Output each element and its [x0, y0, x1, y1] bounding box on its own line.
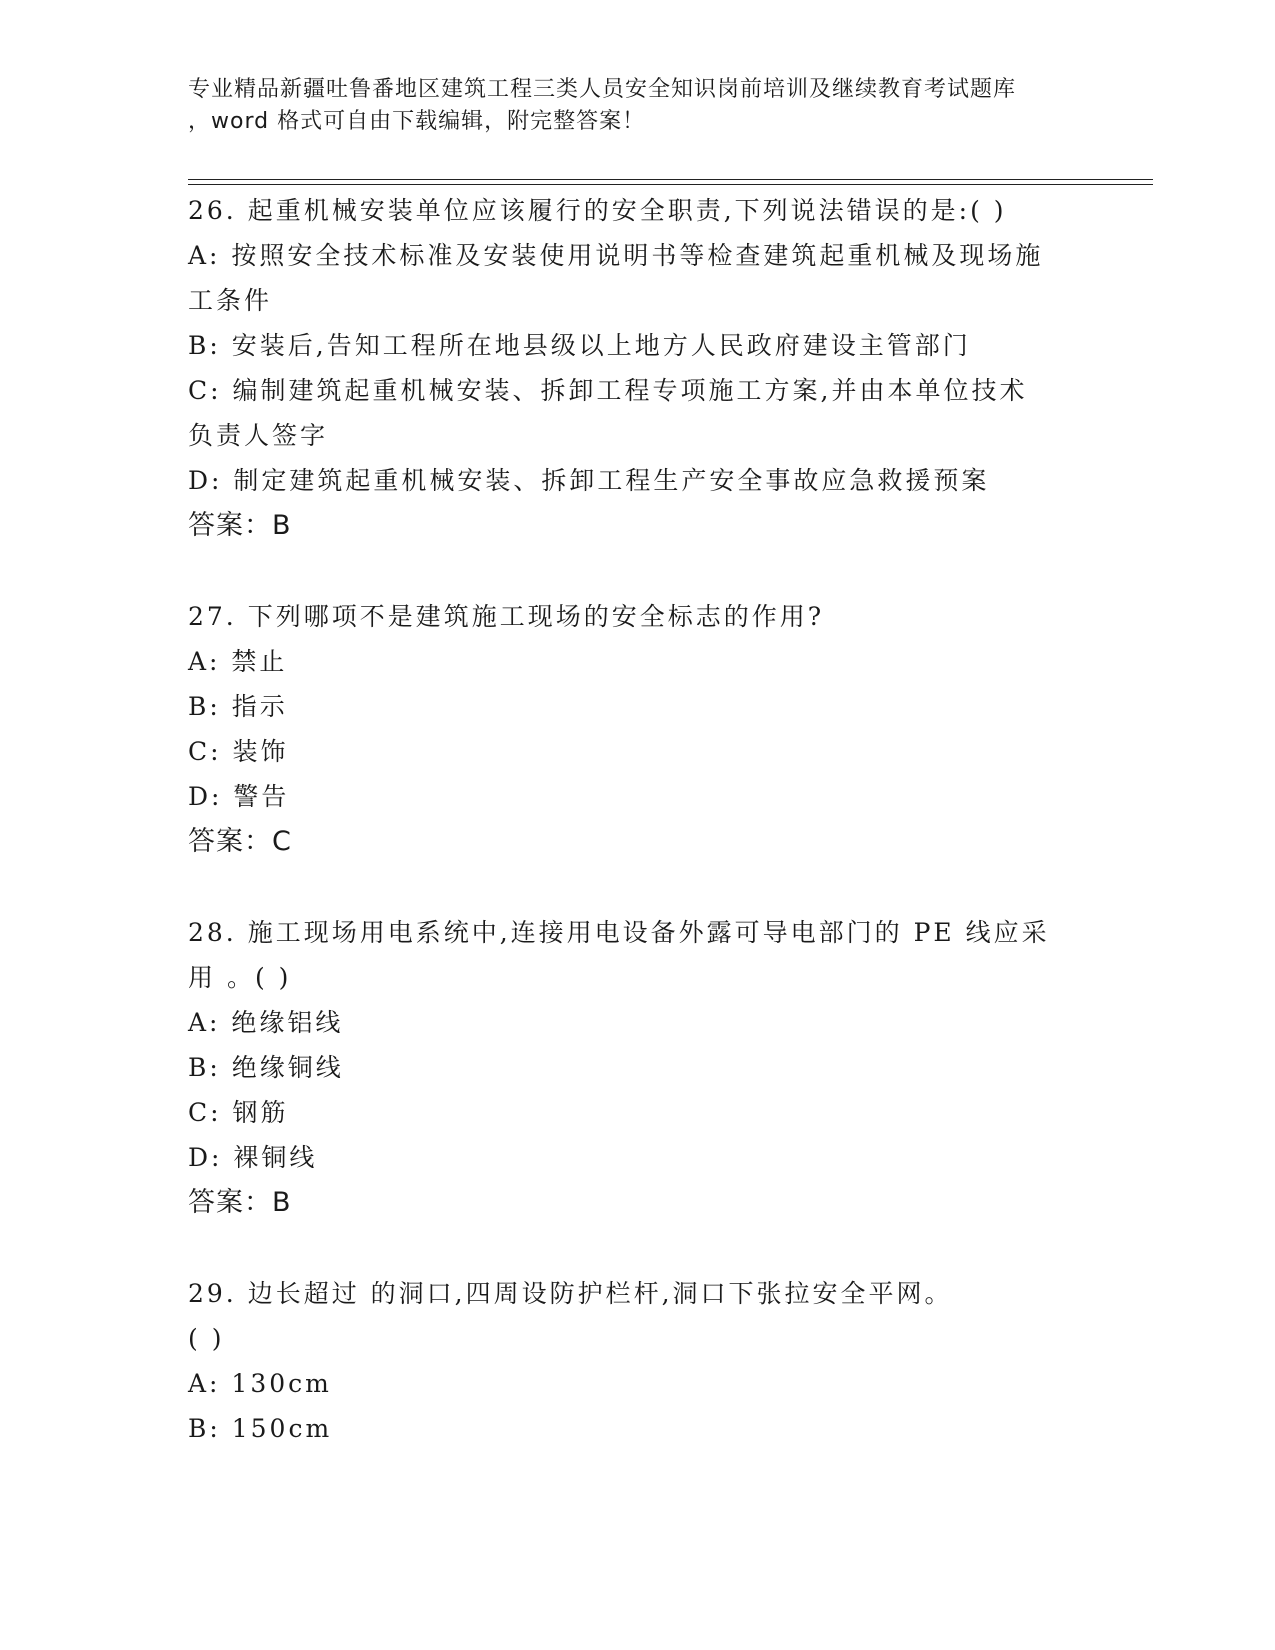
- answer-line: 答案：C: [188, 826, 292, 857]
- question-29: [188, 1271, 1088, 1451]
- option-c-continued: 负责人签字: [188, 421, 329, 450]
- question-stem-continued: ( ): [188, 1324, 225, 1353]
- header-divider-bottom: [188, 184, 1153, 185]
- option-b: B: 绝缘铜线: [188, 1053, 344, 1082]
- option-c: C: 钢筋: [188, 1098, 289, 1127]
- answer-line: 答案：B: [188, 510, 292, 541]
- answer-line: 答案：B: [188, 1187, 292, 1218]
- option-a: A: 绝缘铝线: [188, 1008, 344, 1037]
- option-c: C: 装饰: [188, 737, 289, 766]
- document-header: [188, 74, 1088, 138]
- option-c: C: 编制建筑起重机械安装、拆卸工程专项施工方案,并由本单位技术: [188, 376, 1028, 405]
- question-stem: 28. 施工现场用电系统中,连接用电设备外露可导电部门的 PE 线应采: [188, 918, 1050, 947]
- question-28: [188, 910, 1088, 1225]
- option-d: D: 裸铜线: [188, 1143, 318, 1172]
- header-title-line-1: 专业精品新疆吐鲁番地区建筑工程三类人员安全知识岗前培训及继续教育考试题库: [188, 77, 1017, 102]
- option-d: D: 制定建筑起重机械安装、拆卸工程生产安全事故应急救援预案: [188, 466, 990, 495]
- question-list: [188, 188, 1088, 1497]
- option-d: D: 警告: [188, 782, 290, 811]
- option-a: A: 130cm: [188, 1369, 332, 1398]
- option-a-continued: 工条件: [188, 286, 273, 315]
- option-a: A: 按照安全技术标准及安装使用说明书等检查建筑起重机械及现场施: [188, 241, 1044, 270]
- option-b: B: 安装后,告知工程所在地县级以上地方人民政府建设主管部门: [188, 331, 971, 360]
- question-stem-continued: 用 。( ): [188, 963, 292, 992]
- option-b: B: 指示: [188, 692, 288, 721]
- question-26: [188, 188, 1088, 548]
- header-divider-top: [188, 179, 1153, 180]
- question-stem: 29. 边长超过 的洞口,四周设防护栏杆,洞口下张拉安全平网。: [188, 1279, 953, 1308]
- option-a: A: 禁止: [188, 647, 288, 676]
- question-stem: 27. 下列哪项不是建筑施工现场的安全标志的作用?: [188, 602, 825, 631]
- option-b: B: 150cm: [188, 1414, 333, 1443]
- question-stem: 26. 起重机械安装单位应该履行的安全职责,下列说法错误的是:( ): [188, 196, 1007, 225]
- question-27: [188, 594, 1088, 864]
- header-title-line-2: ，word 格式可自由下载编辑，附完整答案！: [188, 109, 646, 134]
